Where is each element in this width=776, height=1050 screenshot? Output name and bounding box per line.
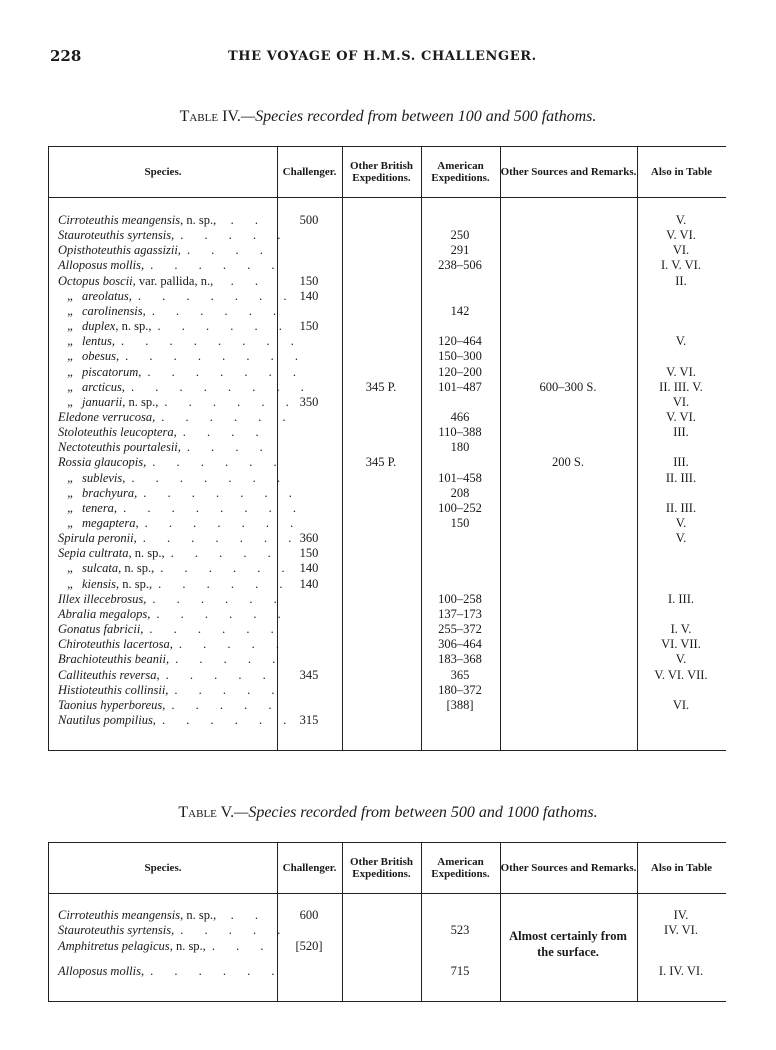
header-challenger: Challenger. (282, 166, 337, 178)
leader-dots: . . . . . . (161, 713, 296, 727)
american-cell: 150 (450, 516, 470, 530)
also-in-table-cell: V. VI. (666, 410, 696, 424)
page-number: 228 (50, 47, 82, 65)
species-name: obesus, (82, 349, 120, 363)
species-name: sublevis, (82, 471, 126, 485)
leader-dots: . . . . . . . (147, 365, 305, 379)
leader-dots: . . . . . . (158, 577, 292, 591)
leader-dots: . . . . . (171, 698, 281, 712)
american-cell: 523 (450, 923, 470, 937)
leader-dots: . . . . . . . . (123, 501, 305, 515)
also-in-table-cell: II. III. V. (659, 380, 703, 394)
table-iv (48, 146, 726, 751)
leader-dots: . . . . . . (160, 561, 294, 575)
american-cell: 365 (450, 668, 470, 682)
header-species: Species. (144, 862, 182, 874)
also-in-table-cell: II. III. (665, 501, 697, 515)
ditto-mark: „ (67, 304, 73, 318)
also-in-table-cell: IV. (673, 908, 689, 922)
species-suffix: , n. sp., (122, 395, 159, 409)
challenger-cell: 150 (299, 274, 319, 288)
species-name: areolatus, (82, 289, 132, 303)
species-suffix: , n. sp., (116, 577, 153, 591)
table-row (49, 622, 726, 637)
table-row (49, 908, 726, 923)
species-suffix: , n. sp., (118, 561, 155, 575)
table-row (49, 258, 726, 273)
leader-dots: . . . . . (170, 546, 280, 560)
american-cell: 120–200 (438, 365, 482, 379)
also-in-table-cell: V. VI. (666, 228, 696, 242)
table-row (49, 964, 726, 979)
table5-caption-text: —Species recorded from between 500 and 1000 fathoms. (234, 804, 598, 821)
table-row (49, 577, 726, 592)
species-name: Nectoteuthis pourtalesii, (58, 440, 181, 454)
american-cell: 208 (450, 486, 470, 500)
leader-dots: . . . . . . (156, 607, 290, 621)
table-row (49, 455, 726, 470)
american-cell: 100–252 (438, 501, 482, 515)
table-row (49, 486, 726, 501)
species-name: Chiroteuthis lacertosa, (58, 637, 173, 651)
american-cell: 238–506 (438, 258, 482, 272)
also-in-table-cell: I. IV. VI. (658, 964, 704, 978)
table-row (49, 349, 726, 364)
table-row (49, 637, 726, 652)
species-suffix: , n. sp., (180, 908, 217, 922)
species-name: Stauroteuthis syrtensis, (58, 228, 175, 242)
table-row (49, 652, 726, 667)
species-name: Stauroteuthis syrtensis, (58, 923, 175, 937)
species-name: Alloposus mollis, (58, 964, 145, 978)
american-cell: 142 (450, 304, 470, 318)
header-also-in-table: Also in Table (650, 166, 713, 178)
ditto-mark: „ (67, 349, 73, 363)
species-name: carolinensis, (82, 304, 146, 318)
table-row (49, 365, 726, 380)
species-name: duplex (82, 319, 116, 333)
american-cell: 150–300 (438, 349, 482, 363)
also-in-table-cell: I. V. (670, 622, 692, 636)
american-cell: 120–464 (438, 334, 482, 348)
species-name: Gonatus fabricii, (58, 622, 144, 636)
table-row (49, 395, 726, 410)
table-row (49, 380, 726, 395)
table-row (49, 289, 726, 304)
species-name: Taonius hyperboreus, (58, 698, 166, 712)
other-sources-cell: 200 S. (552, 455, 584, 469)
leader-dots: . . . . . (180, 923, 290, 937)
header-challenger: Challenger. (282, 862, 337, 874)
species-name: kiensis (82, 577, 117, 591)
species-name: Abralia megalops, (58, 607, 151, 621)
american-cell: 255–372 (438, 622, 482, 636)
ditto-mark: „ (67, 516, 73, 530)
header-american: American Expeditions. (431, 160, 490, 184)
header-american: American Expeditions. (431, 856, 490, 880)
table-v (48, 842, 726, 1002)
header-rule (49, 893, 726, 894)
leader-dots: . . . . (186, 440, 272, 454)
leader-dots: . . . . . (175, 652, 285, 666)
table4-caption (0, 108, 776, 126)
american-cell: 466 (450, 410, 470, 424)
table-row (49, 228, 726, 243)
species-name: januarii (82, 395, 123, 409)
table-row (49, 501, 726, 516)
leader-dots: . . . . . (180, 228, 290, 242)
also-in-table-cell: V. (675, 213, 687, 227)
leader-dots: . . . . . . (149, 622, 283, 636)
also-in-table-cell: II. III. (665, 471, 697, 485)
leader-dots: . . . . . . . . (125, 349, 308, 363)
leader-dots: . . . . . . . . (130, 380, 313, 394)
leader-dots: . . . . . . (152, 455, 286, 469)
leader-dots: . . . (211, 939, 273, 953)
also-in-table-cell: V. (675, 652, 687, 666)
ditto-mark: „ (67, 334, 73, 348)
species-name: Eledone verrucosa, (58, 410, 156, 424)
species-name: megaptera, (82, 516, 139, 530)
also-in-table-cell: V. (675, 516, 687, 530)
leader-dots: . . . . . . (161, 410, 295, 424)
species-name: lentus, (82, 334, 115, 348)
american-cell: 250 (450, 228, 470, 242)
species-name: Spirula peronii, (58, 531, 137, 545)
leader-dots: . . . . . . (150, 258, 284, 272)
challenger-cell: 360 (299, 531, 319, 545)
leader-dots: . . . . . . (157, 319, 291, 333)
ditto-mark: „ (67, 395, 73, 409)
also-in-table-cell: VI. (672, 395, 690, 409)
species-suffix: , n. sp., (180, 213, 217, 227)
also-in-table-cell: V. VI. VII. (654, 668, 708, 682)
ditto-mark: „ (67, 486, 73, 500)
table-row (49, 607, 726, 622)
leader-dots: . . . . . . . (144, 516, 303, 530)
also-in-table-cell: IV. VI. (664, 923, 698, 937)
table-row (49, 592, 726, 607)
table5-label: Table V. (178, 804, 235, 821)
other-british-cell: 345 P. (365, 455, 397, 469)
species-name: Cirroteuthis meangensis (58, 908, 181, 922)
leader-dots: . . . . . . . (137, 289, 296, 303)
leader-dots: . . . . . . (152, 592, 286, 606)
header-other-sources: Other Sources and Remarks. (500, 862, 637, 874)
leader-dots: . . . . . . (150, 964, 284, 978)
table-row (49, 319, 726, 334)
species-name: Illex illecebrosus, (58, 592, 147, 606)
leader-dots: . . . . (186, 243, 272, 257)
species-name: Rossia glaucopis, (58, 455, 147, 469)
header-species: Species. (144, 166, 182, 178)
species-name: arcticus, (82, 380, 125, 394)
table-row (49, 243, 726, 258)
american-cell: 101–487 (438, 380, 482, 394)
american-cell: 180–372 (438, 683, 482, 697)
leader-dots: . . (230, 213, 267, 227)
also-in-table-cell: II. (675, 274, 687, 288)
leader-dots: . . . . . (165, 668, 275, 682)
species-name: brachyura, (82, 486, 138, 500)
ditto-mark: „ (67, 577, 73, 591)
header-rule (49, 197, 726, 198)
american-cell: 100–258 (438, 592, 482, 606)
ditto-mark: „ (67, 365, 73, 379)
challenger-cell: 150 (299, 546, 319, 560)
american-cell: 101–458 (438, 471, 482, 485)
also-in-table-cell: V. (675, 531, 687, 545)
table-row (49, 683, 726, 698)
table4-caption-text: —Species recorded from between 100 and 500 fathoms. (240, 108, 597, 125)
species-name: Sepia cultrata (58, 546, 129, 560)
leader-dots: . . (230, 274, 267, 288)
species-name: piscatorum, (82, 365, 142, 379)
other-sources-cell: 600–300 S. (539, 380, 597, 394)
ditto-mark: „ (67, 380, 73, 394)
species-name: Stoloteuthis leucoptera, (58, 425, 177, 439)
table4-label: Table IV. (179, 108, 241, 125)
species-name: Amphitretus pelagicus (58, 939, 170, 953)
table-row (49, 698, 726, 713)
challenger-cell: 345 (299, 668, 319, 682)
ditto-mark: „ (67, 561, 73, 575)
table-row (49, 561, 726, 576)
also-in-table-cell: VI. (672, 243, 690, 257)
american-cell: 291 (450, 243, 470, 257)
american-cell: 180 (450, 440, 470, 454)
table-row (49, 668, 726, 683)
challenger-cell: 140 (299, 577, 319, 591)
table-row (49, 531, 726, 546)
table-row (49, 546, 726, 561)
table-row (49, 939, 726, 954)
leader-dots: . . . . . . (151, 304, 286, 318)
species-name: Alloposus mollis, (58, 258, 145, 272)
table-row (49, 440, 726, 455)
challenger-cell: 140 (299, 289, 319, 303)
header-other-british: Other British Expeditions. (349, 160, 414, 184)
leader-dots: . . . . . . . (143, 486, 301, 500)
leader-dots: . . . . . (174, 683, 284, 697)
species-suffix: , n. sp., (115, 319, 152, 333)
leader-dots: . . . . . . (164, 395, 298, 409)
leader-dots: . . (230, 908, 267, 922)
challenger-cell: 350 (299, 395, 319, 409)
also-in-table-cell: III. (673, 455, 689, 469)
table-row (49, 410, 726, 425)
table-row (49, 713, 726, 728)
also-in-table-cell: V. (675, 334, 687, 348)
species-name: Octopus boscii (58, 274, 133, 288)
leader-dots: . . . . . (178, 637, 288, 651)
american-cell: 183–368 (438, 652, 482, 666)
ditto-mark: „ (67, 501, 73, 515)
table-row (49, 516, 726, 531)
table-row (49, 471, 726, 486)
table-row (49, 213, 726, 228)
header-other-sources: Other Sources and Remarks. (500, 166, 637, 178)
table-row (49, 334, 726, 349)
species-suffix: , n. sp., (169, 939, 206, 953)
table-row (49, 923, 726, 938)
challenger-cell: 600 (299, 908, 319, 922)
challenger-cell: 150 (299, 319, 319, 333)
also-in-table-cell: I. III. (667, 592, 695, 606)
leader-dots: . . . . (182, 425, 268, 439)
challenger-cell: 140 (299, 561, 319, 575)
species-name: sulcata (82, 561, 119, 575)
other-british-cell: 345 P. (365, 380, 397, 394)
challenger-cell: 315 (299, 713, 319, 727)
challenger-cell: 500 (299, 213, 319, 227)
challenger-cell: [520] (295, 939, 323, 953)
table5-caption (0, 804, 776, 822)
american-cell: 715 (450, 964, 470, 978)
table5-remark: Almost certainly from the surface. (509, 929, 627, 959)
header-other-british: Other British Expeditions. (349, 856, 414, 880)
species-name: tenera, (82, 501, 118, 515)
american-cell: [388] (446, 698, 474, 712)
species-name: Histioteuthis collinsii, (58, 683, 169, 697)
also-in-table-cell: V. VI. (666, 365, 696, 379)
american-cell: 306–464 (438, 637, 482, 651)
header-also-in-table: Also in Table (650, 862, 713, 874)
ditto-mark: „ (67, 289, 73, 303)
also-in-table-cell: III. (673, 425, 689, 439)
running-head: THE VOYAGE OF H.M.S. CHALLENGER. (228, 49, 537, 64)
ditto-mark: „ (67, 319, 73, 333)
leader-dots: . . . . . . . (142, 531, 301, 545)
species-name: Calliteuthis reversa, (58, 668, 160, 682)
american-cell: 137–173 (438, 607, 482, 621)
species-name: Cirroteuthis meangensis (58, 213, 181, 227)
table-row (49, 304, 726, 319)
also-in-table-cell: VI. (672, 698, 690, 712)
also-in-table-cell: VI. VII. (661, 637, 701, 651)
species-name: Opisthoteuthis agassizii, (58, 243, 181, 257)
leader-dots: . . . . . . . . (120, 334, 303, 348)
ditto-mark: „ (67, 471, 73, 485)
also-in-table-cell: I. V. VI. (661, 258, 701, 272)
table-row (49, 274, 726, 289)
species-name: Nautilus pompilius, (58, 713, 156, 727)
species-name: Brachioteuthis beanii, (58, 652, 170, 666)
leader-dots: . . . . . . . (131, 471, 290, 485)
american-cell: 110–388 (438, 425, 482, 439)
table-row (49, 425, 726, 440)
species-suffix: , var. pallida, n., (132, 274, 214, 288)
species-suffix: , n. sp., (128, 546, 165, 560)
